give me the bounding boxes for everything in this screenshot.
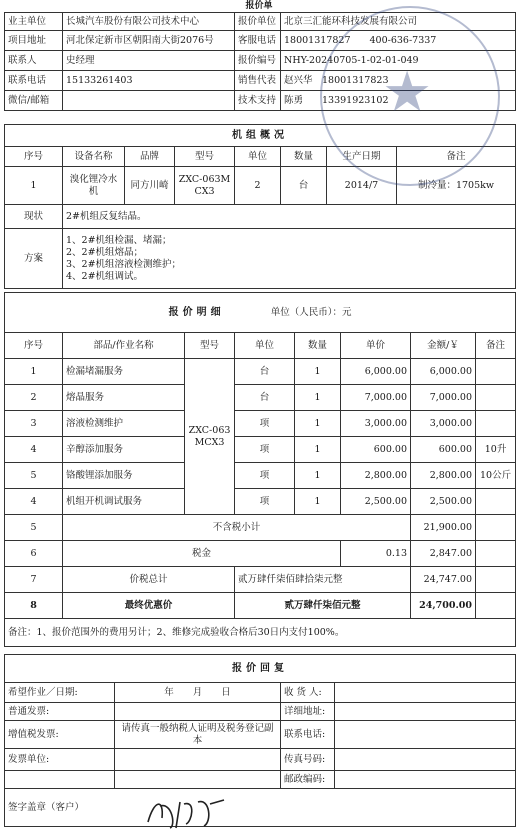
phone-label: 客服电话 xyxy=(235,31,281,51)
wechat-label: 微信/邮箱 xyxy=(5,91,63,111)
item-qty: 1 xyxy=(295,359,341,385)
detail-header-note: 备注 xyxy=(476,333,516,359)
detail-header-name: 部品/作业名称 xyxy=(63,333,185,359)
unit-header-unit: 单位 xyxy=(235,147,281,167)
item-price: 6,000.00 xyxy=(341,359,411,385)
item-price: 600.00 xyxy=(341,437,411,463)
currency-note: 单位（人民币）：元 xyxy=(270,306,352,318)
item-unit: 台 xyxy=(235,385,295,411)
tax-note xyxy=(476,541,516,567)
item-no: 4 xyxy=(5,437,63,463)
quote-detail-table xyxy=(4,292,516,647)
final-label: 最终优惠价 xyxy=(63,593,235,619)
contact-value: 史经理 xyxy=(63,51,235,71)
item-no: 3 xyxy=(5,411,63,437)
fax-value[interactable] xyxy=(335,749,516,771)
unit-row-device: 溴化锂冷水机 xyxy=(63,167,125,205)
address-detail-value[interactable] xyxy=(335,703,516,721)
item-name: 溶液检测维护 xyxy=(63,411,185,437)
quote-unit-value: 北京三汇能环科技发展有限公司 xyxy=(281,13,516,31)
item-qty: 1 xyxy=(295,411,341,437)
reply-table xyxy=(4,654,516,827)
item-amount: 3,000.00 xyxy=(411,411,476,437)
address-label: 项目地址 xyxy=(5,31,63,51)
sign-row xyxy=(5,789,516,827)
fax-label: 传真号码: xyxy=(281,749,335,771)
status-value: 2#机组反复结晶。 xyxy=(63,205,516,229)
detail-header-amount: 金额/￥ xyxy=(411,333,476,359)
total-amount: 24,747.00 xyxy=(411,567,476,593)
total-no: 7 xyxy=(5,567,63,593)
unit-header-note: 备注 xyxy=(397,147,516,167)
contact-phone-label: 联系电话 xyxy=(5,71,63,91)
address-value: 河北保定新市区朝阳南大街2076号 xyxy=(63,31,235,51)
item-price: 2,800.00 xyxy=(341,463,411,489)
unit-header-brand: 品牌 xyxy=(125,147,175,167)
table-row xyxy=(5,489,516,515)
plan-line: 4、2#机组调试。 xyxy=(66,270,144,282)
item-amount: 600.00 xyxy=(411,437,476,463)
item-unit: 项 xyxy=(235,411,295,437)
reply-tel-value[interactable] xyxy=(335,721,516,749)
item-unit: 台 xyxy=(235,359,295,385)
unit-header-model: 型号 xyxy=(175,147,235,167)
zip-label: 邮政编码: xyxy=(281,771,335,789)
subtotal-label: 不含税小计 xyxy=(63,515,411,541)
subtotal-no: 5 xyxy=(5,515,63,541)
sales-label: 销售代表 xyxy=(235,71,281,91)
tax-no: 6 xyxy=(5,541,63,567)
zip-value[interactable] xyxy=(335,771,516,789)
table-row xyxy=(5,463,516,489)
final-no: 8 xyxy=(5,593,63,619)
contact-label: 联系人 xyxy=(5,51,63,71)
item-amount: 6,000.00 xyxy=(411,359,476,385)
normal-invoice-value[interactable] xyxy=(115,703,281,721)
sales-value: 赵兴华 18001317823 xyxy=(281,71,516,91)
receiver-label: 收 货 人: xyxy=(281,683,335,703)
unit-row-no: 1 xyxy=(5,167,63,205)
contact-phone-value: 15133261403 xyxy=(63,71,235,91)
quote-unit-label: 报价单位 xyxy=(235,13,281,31)
table-row xyxy=(5,385,516,411)
wechat-value xyxy=(63,91,235,111)
item-name: 机组开机调试服务 xyxy=(63,489,185,515)
quote-no-value: NHY-20240705-1-02-01-049 xyxy=(281,51,516,71)
item-unit: 项 xyxy=(235,463,295,489)
unit-header-device: 设备名称 xyxy=(63,147,125,167)
unit-header-qty: 数量 xyxy=(281,147,327,167)
subtotal-note xyxy=(476,515,516,541)
detail-header-price: 单价 xyxy=(341,333,411,359)
item-unit: 项 xyxy=(235,437,295,463)
document-title: 报价单 xyxy=(245,1,273,11)
item-amount: 7,000.00 xyxy=(411,385,476,411)
status-label: 现状 xyxy=(5,205,63,229)
unit-row-brand: 同方川崎 xyxy=(125,167,175,205)
seal-star-icon: ★ xyxy=(382,60,433,125)
invoice-unit-value[interactable] xyxy=(115,749,281,771)
tax-label: 税金 xyxy=(63,541,341,567)
item-name: 熔晶服务 xyxy=(63,385,185,411)
item-name: 辛醇添加服务 xyxy=(63,437,185,463)
receiver-value[interactable] xyxy=(335,683,516,703)
item-qty: 1 xyxy=(295,385,341,411)
final-amount: 24,700.00 xyxy=(411,593,476,619)
blank-cell xyxy=(5,771,115,789)
invoice-unit-label: 发票单位: xyxy=(5,749,115,771)
owner-label: 业主单位 xyxy=(5,13,63,31)
detail-header-unit: 单位 xyxy=(235,333,295,359)
total-label: 价税总计 xyxy=(63,567,235,593)
table-row xyxy=(5,411,516,437)
subtotal-amount: 21,900.00 xyxy=(411,515,476,541)
detail-section-header xyxy=(5,293,516,333)
total-note xyxy=(476,567,516,593)
tax-amount: 2,847.00 xyxy=(411,541,476,567)
unit-row-model: ZXC-063MCX3 xyxy=(175,167,235,205)
unit-section-title: 机组概况 xyxy=(5,125,516,147)
plan-line: 2、2#机组熔晶； xyxy=(66,246,144,258)
unit-overview-table xyxy=(4,124,516,289)
item-name: 检漏堵漏服务 xyxy=(63,359,185,385)
unit-row-note: 制冷量：1705kw xyxy=(397,167,516,205)
final-words: 贰万肆仟柒佰元整 xyxy=(235,593,411,619)
item-note xyxy=(476,489,516,515)
item-unit: 项 xyxy=(235,489,295,515)
detail-section-title: 报价明细 xyxy=(168,306,225,318)
header-info-table xyxy=(4,12,516,111)
owner-value: 长城汽车股份有限公司技术中心 xyxy=(63,13,235,31)
item-name: 铬酸锂添加服务 xyxy=(63,463,185,489)
item-qty: 1 xyxy=(295,489,341,515)
unit-header-no: 序号 xyxy=(5,147,63,167)
item-amount: 2,800.00 xyxy=(411,463,476,489)
total-words: 贰万肆仟柒佰肆拾柒元整 xyxy=(235,567,411,593)
item-note: 10公斤 xyxy=(476,463,516,489)
item-note: 10升 xyxy=(476,437,516,463)
plan-label: 方案 xyxy=(5,229,63,289)
item-no: 1 xyxy=(5,359,63,385)
unit-row-date: 2014/7 xyxy=(327,167,397,205)
unit-row-unit: 2 xyxy=(235,167,281,205)
expect-value: 年 月 日 xyxy=(115,683,281,703)
item-price: 3,000.00 xyxy=(341,411,411,437)
phone-value: 18001317827 400-636-7337 xyxy=(281,31,516,51)
plan-line: 3、2#机组溶液检测维护； xyxy=(66,258,182,270)
expect-label: 希望作业／日期: xyxy=(5,683,115,703)
vat-label: 增值税发票: xyxy=(5,721,115,749)
item-note xyxy=(476,411,516,437)
detail-header-no: 序号 xyxy=(5,333,63,359)
remark: 备注：1、报价范围外的费用另计；2、维修完成验收合格后30日内支付100%。 xyxy=(5,619,516,647)
item-no: 5 xyxy=(5,463,63,489)
vat-value: 请传真一般纳税人证明及税务登记副本 xyxy=(115,721,281,749)
unit-row-qty: 台 xyxy=(281,167,327,205)
plan-line: 1、2#机组检漏、堵漏； xyxy=(66,234,172,246)
detail-header-model: 型号 xyxy=(185,333,235,359)
unit-header-date: 生产日期 xyxy=(327,147,397,167)
table-row xyxy=(5,437,516,463)
item-no: 2 xyxy=(5,385,63,411)
item-model-merged: ZXC-063MCX3 xyxy=(185,359,235,515)
tech-label: 技术支持 xyxy=(235,91,281,111)
item-note xyxy=(476,359,516,385)
normal-invoice-label: 普通发票: xyxy=(5,703,115,721)
detail-header-qty: 数量 xyxy=(295,333,341,359)
blank-cell xyxy=(115,771,281,789)
plan-value xyxy=(63,229,516,289)
address-detail-label: 详细地址: xyxy=(281,703,335,721)
tax-rate: 0.13 xyxy=(341,541,411,567)
sign-label: 签字盖章（客户） xyxy=(8,801,85,813)
item-note xyxy=(476,385,516,411)
table-row xyxy=(5,359,516,385)
item-price: 7,000.00 xyxy=(341,385,411,411)
reply-tel-label: 联系电话: xyxy=(281,721,335,749)
item-amount: 2,500.00 xyxy=(411,489,476,515)
item-no: 4 xyxy=(5,489,63,515)
quote-no-label: 报价编号 xyxy=(235,51,281,71)
reply-section-title: 报价回复 xyxy=(5,655,516,683)
tech-value: 陈勇 13391923102 xyxy=(281,91,516,111)
final-note xyxy=(476,593,516,619)
item-qty: 1 xyxy=(295,463,341,489)
item-price: 2,500.00 xyxy=(341,489,411,515)
item-qty: 1 xyxy=(295,437,341,463)
